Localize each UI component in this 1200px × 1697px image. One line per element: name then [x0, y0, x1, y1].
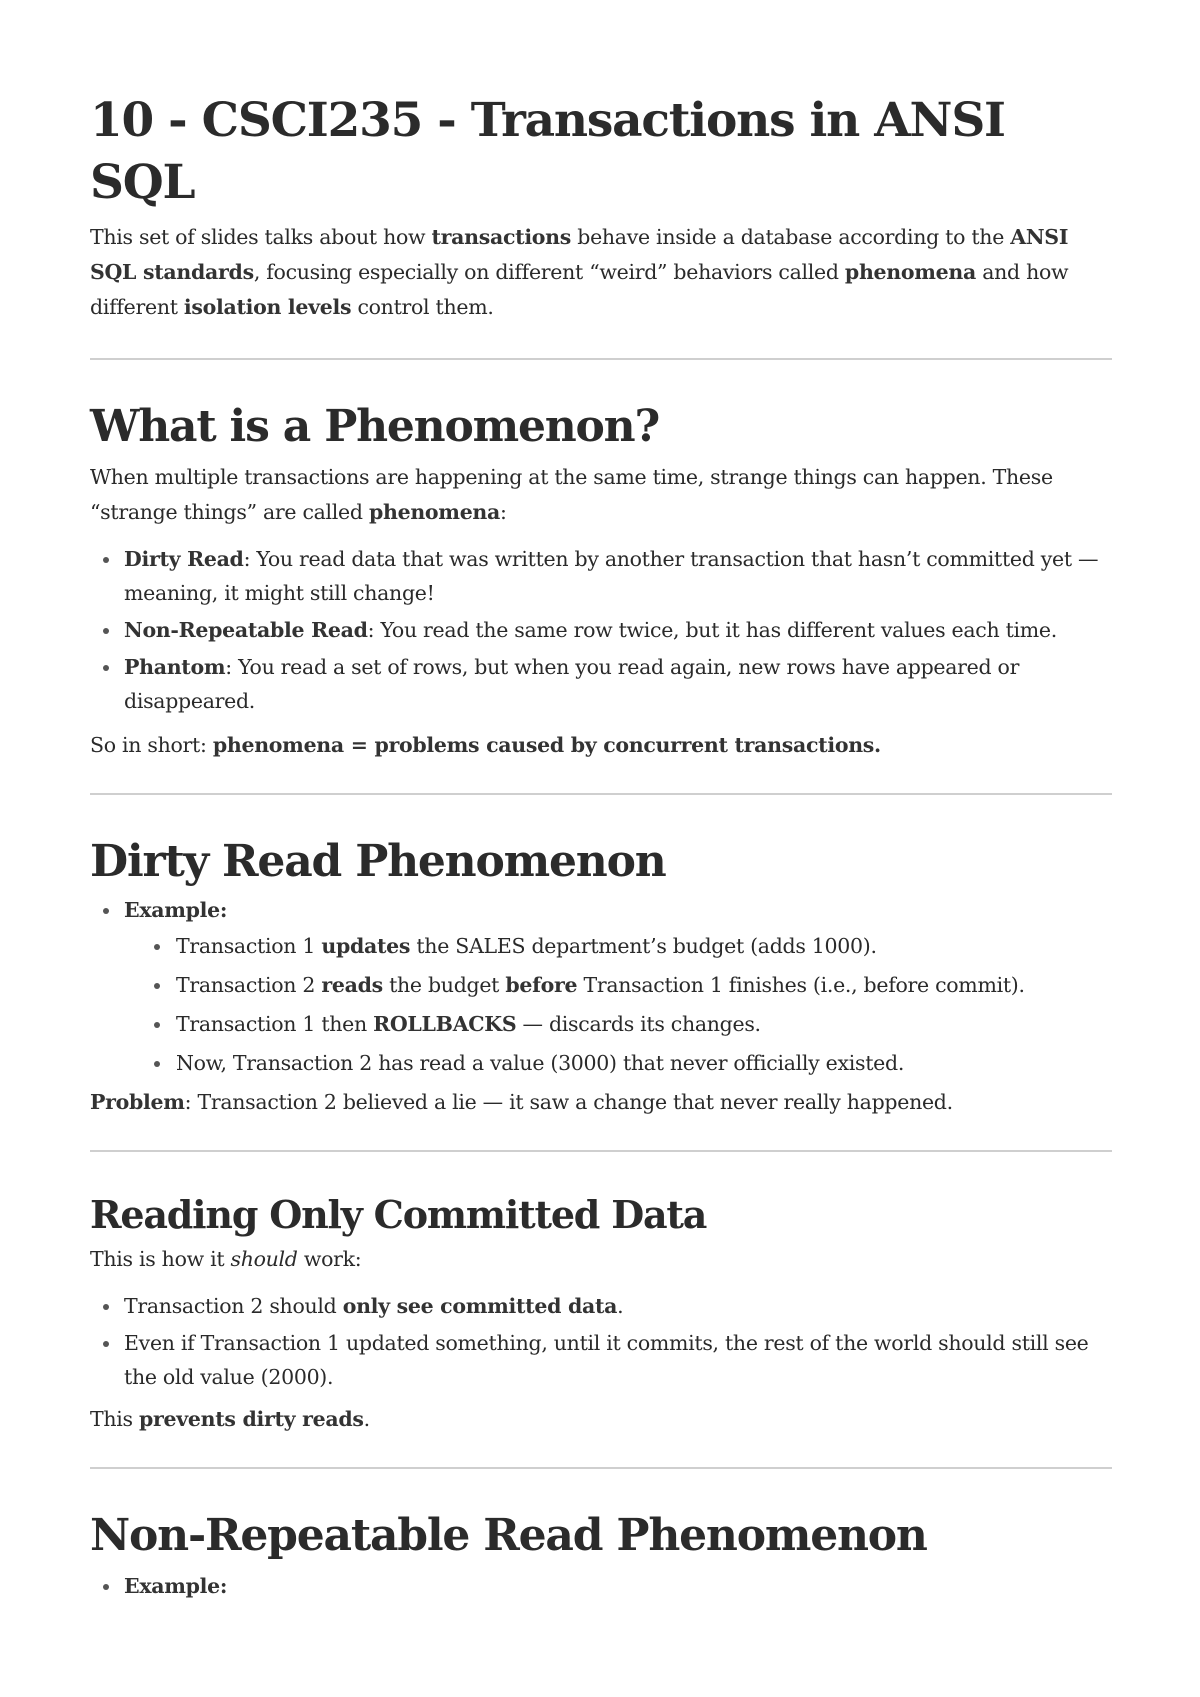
lead-text: This is how it — [90, 1247, 231, 1271]
step-text: Transaction 2 — [176, 973, 322, 997]
list-item-text: : You read data that was written by another transaction that hasn’t committed yet — meaning, it might still change! — [124, 547, 1099, 605]
step-bold: before — [505, 973, 578, 997]
summary-text: So in short: — [90, 733, 213, 757]
dirty-read-steps — [124, 929, 1112, 1080]
list-item-term: Non-Repeatable Read — [124, 618, 368, 642]
list-item-example — [90, 1569, 1112, 1603]
step-text: Now, Transaction 2 has read a value (3000) that never officially existed. — [176, 1051, 905, 1075]
step-text: the budget — [382, 973, 506, 997]
list-item-term: Phantom — [124, 655, 226, 679]
section-divider — [90, 1467, 1112, 1469]
step-bold: reads — [321, 973, 383, 997]
list-item-phantom — [90, 650, 1112, 718]
problem-text: : Transaction 2 believed a lie — it saw a change that never really happened. — [184, 1090, 953, 1114]
step-item — [124, 968, 1112, 1002]
intro-term-ansi-sql: ANSI SQL standards — [90, 225, 1069, 284]
intro-paragraph — [90, 220, 1112, 325]
phenomena-list — [90, 542, 1112, 718]
dirty-read-list — [90, 893, 1112, 1080]
page-title: 10 - CSCI235 - Transactions in ANSI SQL — [90, 93, 1005, 210]
section-divider — [90, 1150, 1112, 1152]
section-heading-phenomenon: What is a Phenomenon? — [90, 401, 660, 452]
list-item — [90, 1326, 1112, 1394]
phenomenon-term: phenomena — [368, 500, 501, 524]
intro-text: and how different — [90, 260, 1069, 319]
section-divider — [90, 358, 1112, 360]
conclusion-bold: prevents dirty reads — [138, 1407, 364, 1431]
step-text: — discards its changes. — [516, 1012, 761, 1036]
item-bold: only see committed data — [342, 1294, 618, 1318]
phenomenon-summary — [90, 728, 1112, 763]
list-item-non-repeatable-read — [90, 613, 1112, 647]
list-item-dirty-read — [90, 542, 1112, 610]
step-text: Transaction 1 finishes (i.e., before commit). — [577, 973, 1025, 997]
list-item-text: : You read the same row twice, but it has different values each time. — [367, 618, 1057, 642]
phenomenon-text-end: : — [500, 500, 507, 524]
phenomenon-text: When multiple transactions are happening at the same time, strange things can happen. These “strange things” are called — [90, 465, 1053, 524]
problem-label: Problem — [90, 1090, 185, 1114]
committed-list — [90, 1289, 1112, 1394]
step-item — [124, 1046, 1112, 1080]
example-label: Example: — [124, 1574, 228, 1598]
intro-text: This set of slides talks about how — [90, 225, 432, 249]
dirty-read-problem — [90, 1085, 1112, 1120]
section-heading-non-repeatable-read: Non-Repeatable Read Phenomenon — [90, 1510, 927, 1561]
section-divider — [90, 793, 1112, 795]
list-item-term: Dirty Read — [124, 547, 244, 571]
step-text: Transaction 1 then — [176, 1012, 374, 1036]
item-text: . — [617, 1294, 624, 1318]
lead-emphasis: should — [230, 1247, 298, 1271]
step-bold: updates — [321, 934, 411, 958]
step-item — [124, 1007, 1112, 1041]
intro-term-transactions: transactions — [431, 225, 572, 249]
step-text: Transaction 1 — [176, 934, 322, 958]
item-text: Even if Transaction 1 updated something, until it commits, the rest of the world should still see the old value (2000). — [124, 1331, 1089, 1389]
list-item-text: : You read a set of rows, but when you read again, new rows have appeared or disappeared. — [124, 655, 1020, 713]
lead-text: work: — [297, 1247, 362, 1271]
conclusion-text: . — [363, 1407, 370, 1431]
list-item — [90, 1289, 1112, 1323]
non-repeatable-list — [90, 1569, 1112, 1603]
committed-lead — [90, 1242, 1112, 1277]
intro-text: , focusing especially on different “weird” behaviors called — [253, 260, 845, 284]
intro-text: behave inside a database according to the — [571, 225, 1011, 249]
conclusion-text: This — [90, 1407, 139, 1431]
list-item-example — [90, 893, 1112, 1080]
step-text: the SALES department’s budget (adds 1000). — [410, 934, 877, 958]
item-text: Transaction 2 should — [124, 1294, 343, 1318]
section-heading-committed-data: Reading Only Committed Data — [90, 1192, 707, 1237]
intro-term-isolation-levels: isolation levels — [183, 295, 352, 319]
step-item — [124, 929, 1112, 963]
example-label: Example: — [124, 898, 228, 922]
intro-term-phenomena: phenomena — [844, 260, 977, 284]
summary-bold: phenomena = problems caused by concurrent transactions. — [212, 733, 881, 757]
step-bold: ROLLBACKS — [373, 1012, 517, 1036]
intro-text: control them. — [351, 295, 494, 319]
phenomenon-paragraph — [90, 460, 1112, 530]
section-heading-dirty-read: Dirty Read Phenomenon — [90, 836, 666, 887]
committed-conclusion — [90, 1402, 1112, 1437]
